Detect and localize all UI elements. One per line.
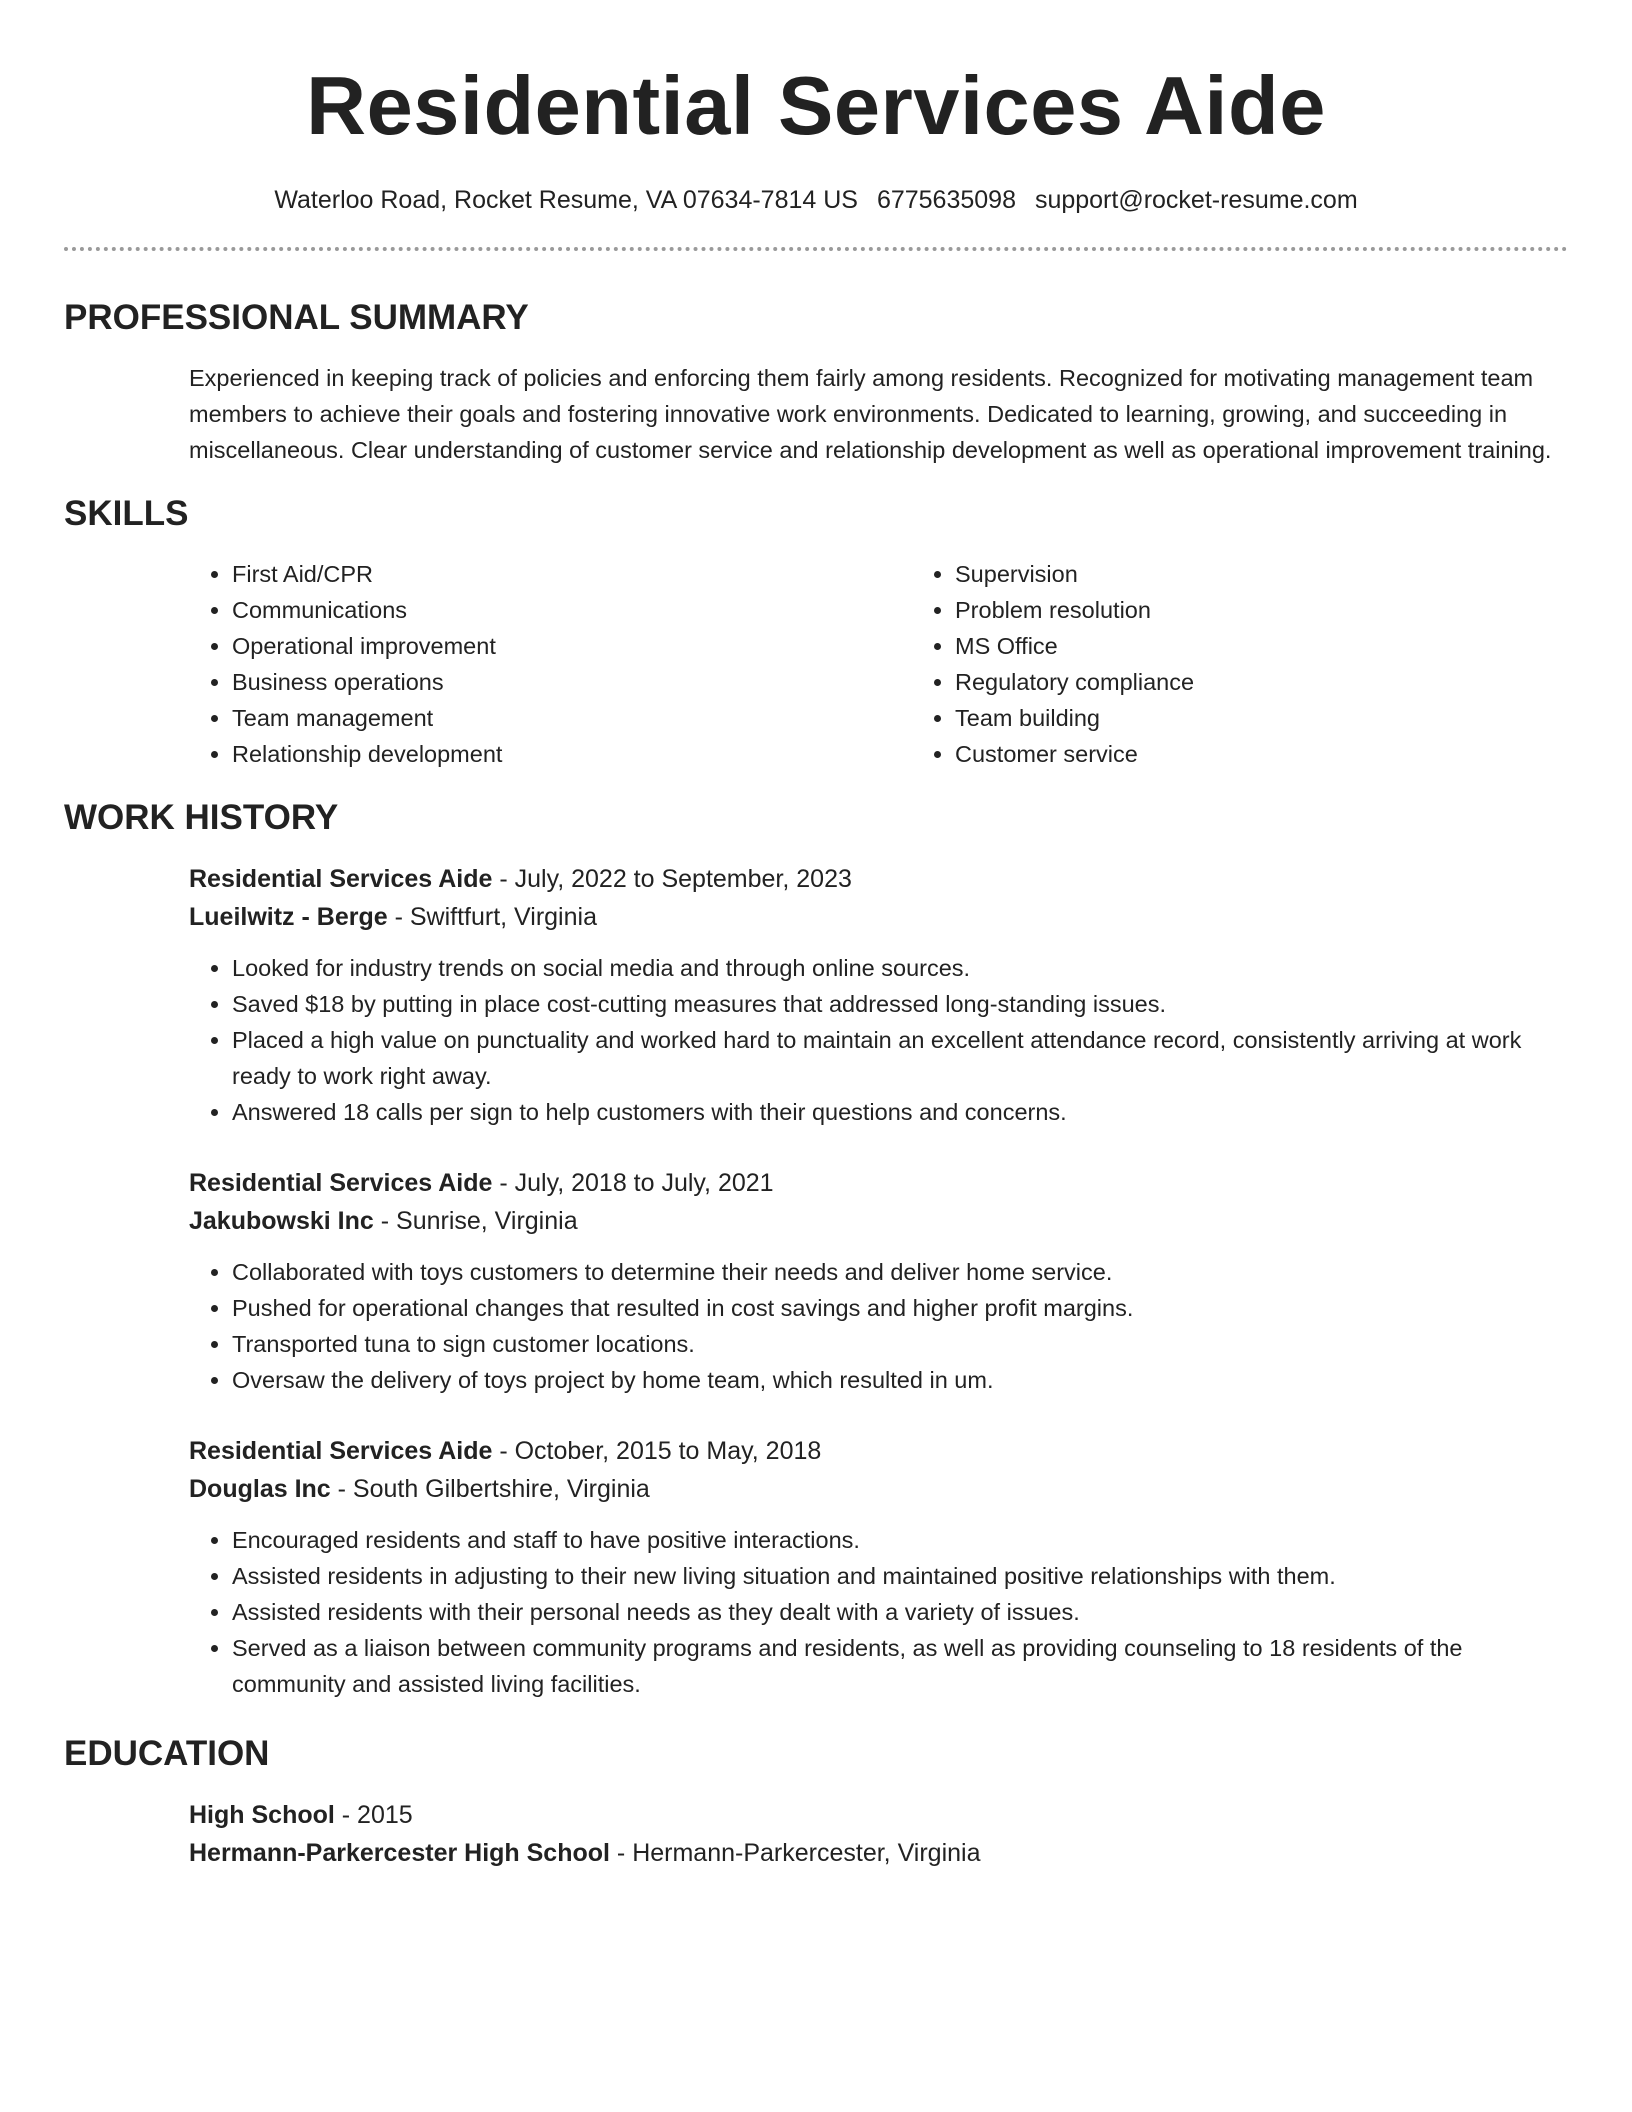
education-location: - Hermann-Parkercester, Virginia	[609, 1839, 981, 1867]
education-degree: High School	[189, 1801, 335, 1829]
job-duty: • Placed a high value on punctuality and worked hard to maintain an excellent attendance record, consistently arriving at work ready to work right away.	[232, 1022, 1568, 1094]
job-dates: - July, 2022 to September, 2023	[492, 865, 852, 893]
job-duty: • Pushed for operational changes that resulted in cost savings and higher profit margins.	[232, 1290, 1568, 1326]
job-duties	[189, 950, 1568, 1130]
skill-item: • Regulatory compliance	[955, 664, 1555, 700]
job-entry	[189, 860, 1568, 1130]
skills-column-right	[912, 556, 1555, 772]
skill-item: • Team building	[955, 700, 1555, 736]
job-company-line	[189, 898, 1568, 936]
section-title-skills: SKILLS	[64, 494, 189, 533]
skill-item: • Customer service	[955, 736, 1555, 772]
skill-item: • Relationship development	[232, 736, 912, 772]
contact-phone: 6775635098	[876, 186, 1016, 214]
job-company: Douglas Inc	[189, 1475, 331, 1503]
job-location: - South Gilbertshire, Virginia	[330, 1475, 650, 1503]
job-duties	[189, 1254, 1568, 1398]
job-company-line	[189, 1470, 1568, 1508]
education-degree-line	[189, 1796, 1568, 1834]
job-title-line	[189, 860, 1568, 898]
job-entry	[189, 1432, 1568, 1702]
job-duty: • Saved $18 by putting in place cost-cutting measures that addressed long-standing issues.	[232, 986, 1568, 1022]
education-year: - 2015	[334, 1801, 413, 1829]
summary-text: Experienced in keeping track of policies and enforcing them fairly among residents. Recognized for motivating management team members to achieve their goals and fostering innovative work environments. Dedicated to learning, growing, and succeeding in miscellaneous. Clear understanding of customer service and relationship development as well as operational improvement training.	[189, 365, 1552, 463]
header-divider	[64, 247, 1568, 251]
job-duty: • Assisted residents with their personal needs as they dealt with a variety of issues.	[232, 1594, 1568, 1630]
job-company: Jakubowski Inc	[189, 1207, 374, 1235]
candidate-name: Residential Services Aide	[306, 59, 1326, 152]
job-duty: • Collaborated with toys customers to determine their needs and deliver home service.	[232, 1254, 1568, 1290]
job-duty: • Assisted residents in adjusting to their new living situation and maintained positive relationships with them.	[232, 1558, 1568, 1594]
job-company-line	[189, 1202, 1568, 1240]
job-dates: - July, 2018 to July, 2021	[492, 1169, 774, 1197]
section-title-education: EDUCATION	[64, 1734, 270, 1773]
skill-item: • Team management	[232, 700, 912, 736]
skill-item: • Problem resolution	[955, 592, 1555, 628]
job-duties	[189, 1522, 1568, 1702]
contact-email: support@rocket-resume.com	[1034, 186, 1358, 214]
job-role: Residential Services Aide	[189, 865, 493, 893]
job-duty: • Answered 18 calls per sign to help customers with their questions and concerns.	[232, 1094, 1568, 1130]
skill-item: • Supervision	[955, 556, 1555, 592]
job-duty: • Transported tuna to sign customer locations.	[232, 1326, 1568, 1362]
education-entry	[189, 1796, 1568, 1872]
skill-item: • Business operations	[232, 664, 912, 700]
job-duty: • Oversaw the delivery of toys project by home team, which resulted in um.	[232, 1362, 1568, 1398]
job-role: Residential Services Aide	[189, 1169, 493, 1197]
skill-item: • Communications	[232, 592, 912, 628]
education-school-line	[189, 1834, 1568, 1872]
education-school: Hermann-Parkercester High School	[189, 1839, 610, 1867]
contact-line	[64, 184, 1568, 216]
skills-list	[189, 556, 1568, 772]
job-company: Lueilwitz - Berge	[189, 903, 388, 931]
section-title-summary: PROFESSIONAL SUMMARY	[64, 298, 529, 337]
contact-address: Waterloo Road, Rocket Resume, VA 07634-7814 US	[274, 186, 858, 214]
job-role: Residential Services Aide	[189, 1437, 493, 1465]
skill-item: • MS Office	[955, 628, 1555, 664]
job-title-line	[189, 1432, 1568, 1470]
skill-item: • Operational improvement	[232, 628, 912, 664]
job-duty: • Looked for industry trends on social media and through online sources.	[232, 950, 1568, 986]
section-title-work-history: WORK HISTORY	[64, 798, 339, 837]
job-duty: • Served as a liaison between community programs and residents, as well as providing counseling to 18 residents of the community and assisted living facilities.	[232, 1630, 1568, 1702]
job-location: - Swiftfurt, Virginia	[387, 903, 597, 931]
skill-item: • First Aid/CPR	[232, 556, 912, 592]
job-location: - Sunrise, Virginia	[373, 1207, 578, 1235]
job-duty: • Encouraged residents and staff to have positive interactions.	[232, 1522, 1568, 1558]
skills-column-left	[189, 556, 912, 772]
job-title-line	[189, 1164, 1568, 1202]
job-entry	[189, 1164, 1568, 1398]
job-dates: - October, 2015 to May, 2018	[492, 1437, 822, 1465]
